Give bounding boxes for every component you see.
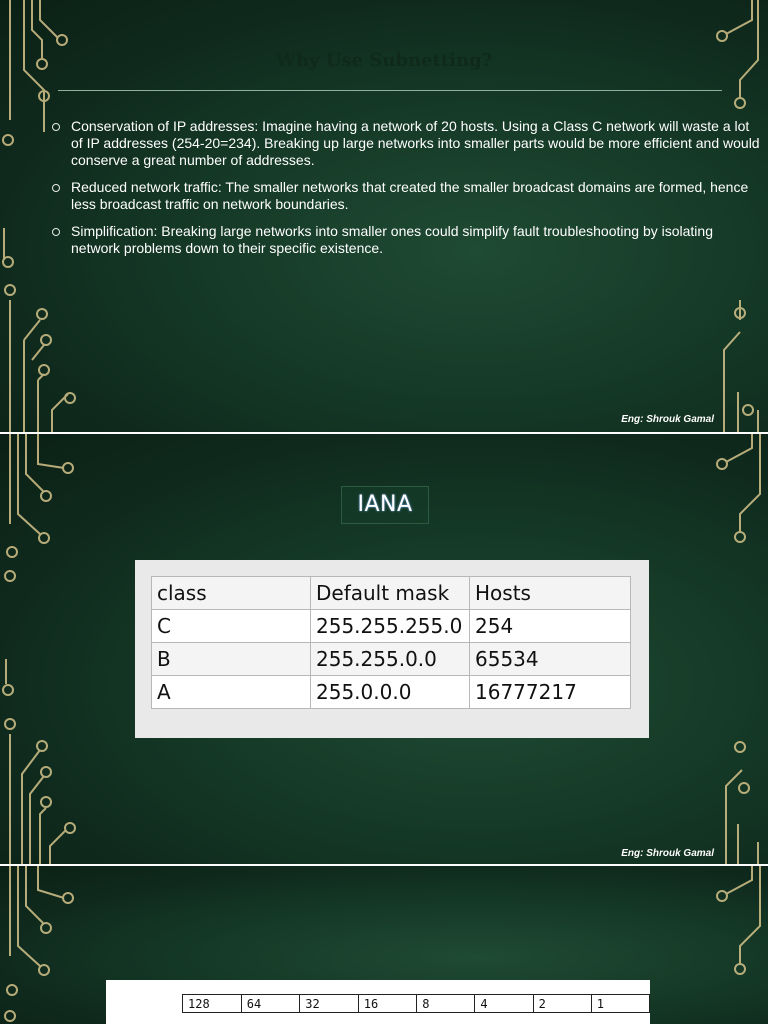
table-cell: 32	[300, 995, 358, 1013]
slide-bit-values	[0, 866, 768, 1024]
table-cell: 4	[475, 995, 533, 1013]
iana-table	[151, 576, 631, 709]
table-header: class	[152, 577, 311, 610]
table-cell: 16777217	[470, 676, 631, 709]
list-item: Conservation of IP addresses: Imagine having a network of 20 hosts. Using a Class C network will waste a lot of IP addresses (254-20=234). Breaking up large networks into smaller parts would be more efficient and would conserve a great number of addresses.	[50, 118, 760, 169]
table-header: Hosts	[470, 577, 631, 610]
table-cell: 255.0.0.0	[311, 676, 470, 709]
author-credit: Eng: Shrouk Gamal	[621, 414, 714, 425]
table-cell: 65534	[470, 643, 631, 676]
bullet-list	[50, 118, 760, 267]
table-row	[183, 995, 650, 1013]
table-cell: 64	[241, 995, 299, 1013]
table-cell: 255.255.0.0	[311, 643, 470, 676]
slide-title: Why Use Subnetting?	[275, 50, 493, 71]
table-cell: 16	[358, 995, 416, 1013]
table-cell: 2	[533, 995, 591, 1013]
bit-table-image	[106, 980, 650, 1024]
table-cell: A	[152, 676, 311, 709]
slide-why-subnetting	[0, 0, 768, 432]
table-cell: C	[152, 610, 311, 643]
iana-table-image	[135, 560, 649, 738]
bit-values-table	[182, 994, 650, 1013]
bullet-icon	[52, 123, 60, 131]
table-cell: B	[152, 643, 311, 676]
bullet-icon	[52, 228, 60, 236]
table-cell: 255.255.255.0	[311, 610, 470, 643]
slide-iana	[0, 434, 768, 864]
table-row	[152, 610, 631, 643]
list-item: Simplification: Breaking large networks into smaller ones could simplify fault troubleshooting by isolating network problems down to their specific existence.	[50, 223, 760, 257]
table-cell: 128	[183, 995, 242, 1013]
table-cell: 8	[417, 995, 475, 1013]
table-row	[152, 676, 631, 709]
slide-title: IANA	[341, 486, 429, 524]
table-cell: 1	[591, 995, 649, 1013]
title-divider	[58, 90, 722, 91]
list-item: Reduced network traffic: The smaller networks that created the smaller broadcast domains are formed, hence less broadcast traffic on network boundaries.	[50, 179, 760, 213]
bullet-icon	[52, 184, 60, 192]
table-header: Default mask	[311, 577, 470, 610]
table-row	[152, 643, 631, 676]
table-cell: 254	[470, 610, 631, 643]
author-credit: Eng: Shrouk Gamal	[621, 848, 714, 859]
table-header-row	[152, 577, 631, 610]
